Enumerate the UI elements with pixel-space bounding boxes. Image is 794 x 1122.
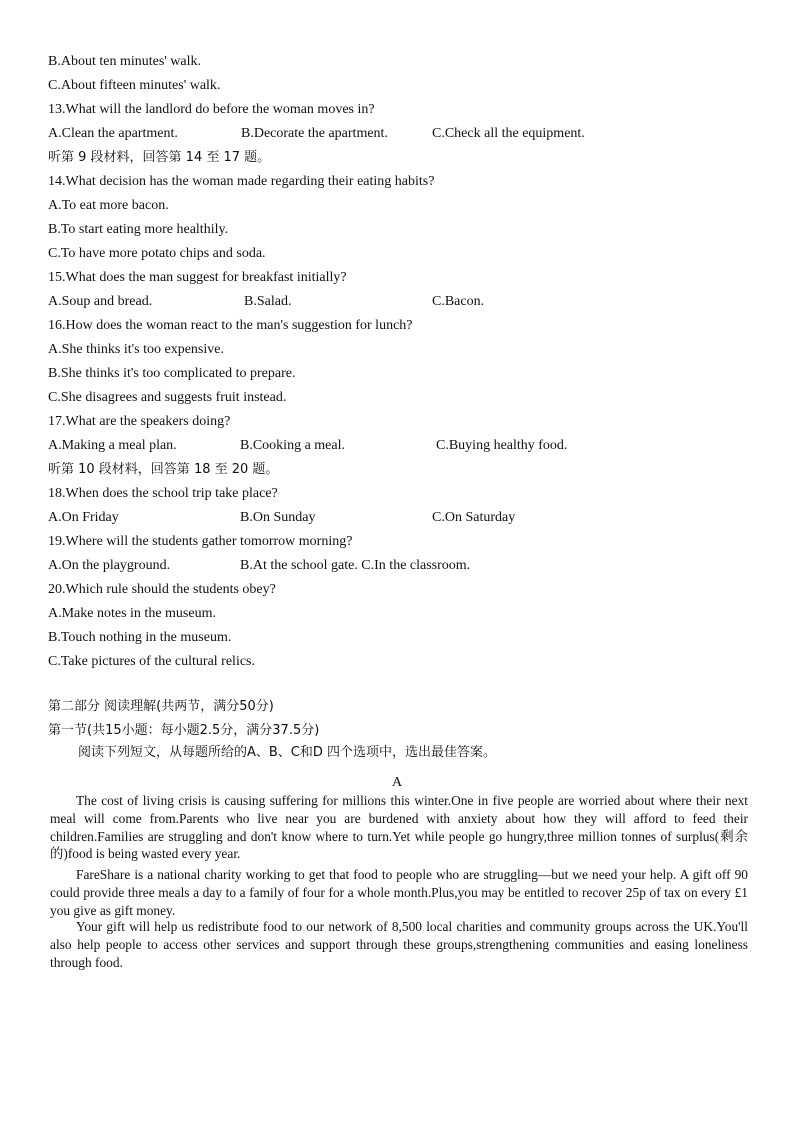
q13-option-b: B.Decorate the apartment. — [241, 126, 388, 141]
q16-option-a: A.She thinks it's too expensive. — [48, 342, 224, 357]
q16-option-b: B.She thinks it's too complicated to prepare. — [48, 366, 296, 381]
q19-question: 19.Where will the students gather tomorrow morning? — [48, 534, 353, 549]
q15-option-b: B.Salad. — [244, 294, 292, 309]
q12-option-c: C.About fifteen minutes' walk. — [48, 78, 221, 93]
q18-option-c: C.On Saturday — [432, 510, 516, 525]
q14-question: 14.What decision has the woman made regarding their eating habits? — [48, 174, 435, 189]
q14-option-c: C.To have more potato chips and soda. — [48, 246, 266, 261]
q15-option-c: C.Bacon. — [432, 294, 485, 309]
q19-options-b-c: B.At the school gate. C.In the classroom. — [240, 558, 471, 573]
q13-option-a: A.Clean the apartment. — [48, 126, 178, 141]
passage-a-paragraph-1: The cost of living crisis is causing suffering for millions this winter.One in five people are worried about where their next meal will come from.Parents who live near you are burdened with anxiety about how they will afford to feed their children.Families are struggling and don't know where to turn.Yet while people go hungry,three million tonnes of surplus(剩余的)food is being wasted every year. — [50, 793, 748, 862]
q17-question: 17.What are the speakers doing? — [48, 414, 231, 429]
part2-section1: 第一节(共15小题：每小题2.5分，满分37.5分) — [48, 723, 320, 738]
q18-option-b: B.On Sunday — [240, 510, 316, 525]
part2-heading: 第二部分 阅读理解(共两节，满分50分) — [48, 699, 274, 714]
part2-instruction: 阅读下列短文，从每题所给的A、B、C和D 四个选项中，选出最佳答案。 — [78, 745, 497, 760]
q15-question: 15.What does the man suggest for breakfast initially? — [48, 270, 347, 285]
q16-question: 16.How does the woman react to the man's suggestion for lunch? — [48, 318, 413, 333]
q20-option-b: B.Touch nothing in the museum. — [48, 630, 232, 645]
section-9-instruction: 听第 9 段材料，回答第 14 至 17 题。 — [48, 150, 271, 165]
q18-question: 18.When does the school trip take place? — [48, 486, 278, 501]
section-10-instruction: 听第 10 段材料，回答第 18 至 20 题。 — [48, 462, 279, 477]
q17-option-c: C.Buying healthy food. — [436, 438, 568, 453]
q14-option-a: A.To eat more bacon. — [48, 198, 169, 213]
q13-question: 13.What will the landlord do before the woman moves in? — [48, 102, 375, 117]
q13-option-c: C.Check all the equipment. — [432, 126, 585, 141]
passage-a-paragraph-3: Your gift will help us redistribute food to our network of 8,500 local charities and community groups across the UK.You'll also help people to access other services and support through these groups,strengthening communities and easing loneliness through food. — [50, 919, 748, 970]
passage-a-paragraph-2: FareShare is a national charity working to get that food to people who are struggling—but we need your help. A gift off 90 could provide three meals a day to a family of four for a whole month.Plus,you may be entitled to recover 25p of tax on every £1 you give as gift money. — [50, 867, 748, 918]
passage-a-label: A — [391, 775, 403, 790]
q12-option-b: B.About ten minutes' walk. — [48, 54, 202, 69]
q20-option-a: A.Make notes in the museum. — [48, 606, 216, 621]
q19-option-a: A.On the playground. — [48, 558, 171, 573]
q16-option-c: C.She disagrees and suggests fruit instead. — [48, 390, 287, 405]
q18-option-a: A.On Friday — [48, 510, 119, 525]
q17-option-a: A.Making a meal plan. — [48, 438, 177, 453]
q20-option-c: C.Take pictures of the cultural relics. — [48, 654, 255, 669]
q15-option-a: A.Soup and bread. — [48, 294, 153, 309]
q17-option-b: B.Cooking a meal. — [240, 438, 345, 453]
q20-question: 20.Which rule should the students obey? — [48, 582, 276, 597]
q14-option-b: B.To start eating more healthily. — [48, 222, 229, 237]
